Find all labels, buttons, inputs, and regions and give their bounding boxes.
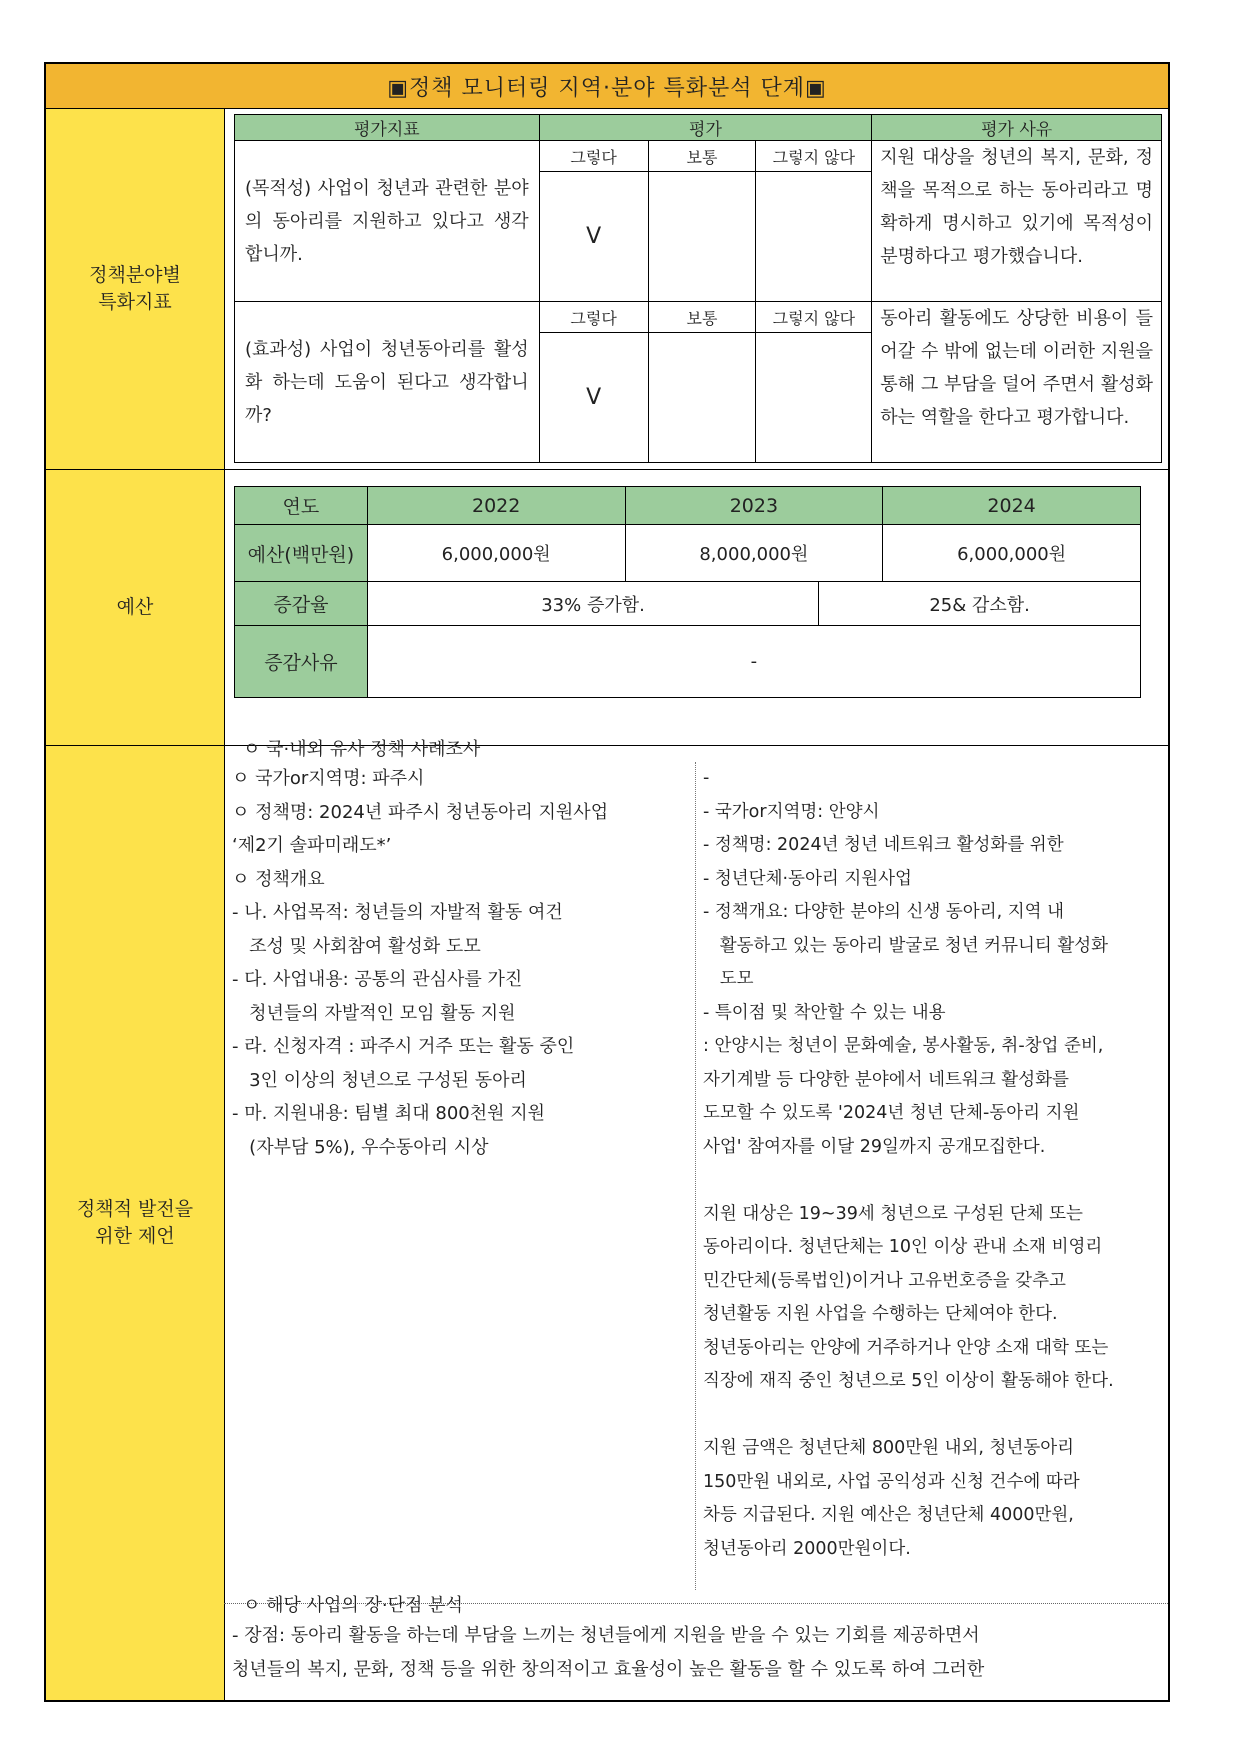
amount-label: 예산(백만원) [235,525,368,582]
text-line [703,1164,1114,1198]
text-line: - 청년단체·동아리 지원사업 [703,868,912,889]
text-line: 차등 지급된다. 지원 예산은 청년단체 4000만원, [703,1505,1074,1525]
option-yes: 그렇다 [539,302,648,333]
rate-2023: 33% 증가함. [367,582,818,626]
change-reason-value: - [367,626,1140,698]
check-mark: V [539,172,648,302]
text-line: 조성 및 사회참여 활성화 도모 [232,935,481,957]
text-line: 활동하고 있는 동아리 발굴로 청년 커뮤니티 활성화 [703,935,1109,956]
reason-purpose: 지원 대상을 청년의 복지, 문화, 정책을 목적으로 하는 동아리라고 명확하게 명시하고 있기에 목적성이 분명하다고 평가했습니다. [872,141,1162,302]
header-indicator: 평가지표 [235,115,540,141]
text-line: 3인 이상의 청년으로 구성된 동아리 [232,1069,527,1091]
text-line: 도모 [703,969,754,989]
text-line [703,1399,1114,1433]
option-no: 그렇지 않다 [756,302,872,333]
question-effectiveness: (효과성) 사업이 청년동아리를 활성화 하는데 도움이 된다고 생각합니까? [235,302,540,463]
text-line: - 국가or지역명: 안양시 [703,801,880,822]
text-line: - 장점: 동아리 활동을 하는데 부담을 느끼는 청년들에게 지원을 받을 수 있는 기회를 제공하면서 [232,1625,980,1646]
case-study-heading: ㅇ 국·내외 유사 정책 사례조사 [243,739,481,760]
text-line: ㅇ 정책개요 [232,868,325,890]
text-line: ‘제2기 솔파미래도*’ [232,835,392,856]
section-label-indicator: 정책분야별 특화지표 [46,109,225,469]
text-line: - [703,768,710,788]
rate-2024: 25& 감소함. [819,582,1141,626]
analysis-heading: ㅇ 해당 사업의 장·단점 분석 [243,1595,463,1616]
year-2023: 2023 [625,487,883,525]
section-label-budget: 예산 [46,470,225,745]
case-study-left [232,762,608,1164]
section-divider [46,469,1168,470]
text-line: 민간단체(등록법인)이거나 고유번호증을 갖추고 [703,1270,1066,1291]
amount-2023: 8,000,000원 [625,525,883,582]
amount-2024: 6,000,000원 [883,525,1141,582]
text-line: 150만원 내외로, 사업 공익성과 신청 건수에 따라 [703,1471,1080,1492]
text-line: 청년활동 지원 사업을 수행하는 단체여야 한다. [703,1304,1058,1324]
question-purpose: (목적성) 사업이 청년과 관련한 분야의 동아리를 지원하고 있다고 생각합니까. [235,141,540,302]
text-line: 자기계발 등 다양한 분야에서 네트워크 활성화를 [703,1069,1069,1090]
amount-2022: 6,000,000원 [367,525,625,582]
header-reason: 평가 사유 [872,115,1162,141]
text-line: ㅇ 정책명: 2024년 파주시 청년동아리 지원사업 [232,801,609,823]
option-no: 그렇지 않다 [756,141,872,172]
section-label-proposal: 정책적 발전을 위한 제언 [46,746,225,1700]
empty-cell [756,333,872,463]
text-line: 동아리이다. 청년단체는 10인 이상 관내 소재 비영리 [703,1237,1103,1257]
reason-effectiveness: 동아리 활동에도 상당한 비용이 들어갈 수 밖에 없는데 이러한 지원을 통해 그 부담을 덜어 주면서 활성화 하는 역할을 한다고 평가합니다. [872,302,1162,463]
text-line: 청년들의 자발적인 모임 활동 지원 [232,1002,516,1024]
empty-cell [648,172,756,302]
text-line: - 정책명: 2024년 청년 네트워크 활성화를 위한 [703,835,1064,855]
header-evaluation: 평가 [539,115,872,141]
text-line: - 라. 신청자격 : 파주시 거주 또는 활동 중인 [232,1036,575,1057]
text-line: 도모할 수 있도록 '2024년 청년 단체-동아리 지원 [703,1103,1080,1123]
text-line: - 다. 사업내용: 공통의 관심사를 가진 [232,969,523,990]
analysis-text [232,1619,984,1686]
empty-cell [648,333,756,463]
column-divider [695,762,696,1590]
text-line: - 나. 사업목적: 청년들의 자발적 활동 여건 [232,902,563,923]
rate-label: 증감율 [235,582,368,626]
option-neutral: 보통 [648,302,756,333]
text-line: - 특이점 및 착안할 수 있는 내용 [703,1002,946,1023]
text-line: 직장에 재직 중인 청년으로 5인 이상이 활동해야 한다. [703,1371,1114,1391]
year-2022: 2022 [367,487,625,525]
text-line: ㅇ 국가or지역명: 파주시 [232,768,425,789]
text-line: 지원 금액은 청년단체 800만원 내외, 청년동아리 [703,1438,1075,1458]
text-line: 청년동아리 2000만원이다. [703,1538,911,1559]
text-line: 청년들의 복지, 문화, 정책 등을 위한 창의적이고 효율성이 높은 활동을 할 수 있도록 하여 그러한 [232,1658,985,1680]
text-line: 청년동아리는 안양에 거주하거나 안양 소재 대학 또는 [703,1337,1109,1358]
case-study-right [703,762,1114,1566]
evaluation-table [234,114,1162,463]
section-divider [46,745,1168,746]
change-reason-label: 증감사유 [235,626,368,698]
check-mark: V [539,333,648,463]
year-2024: 2024 [883,487,1141,525]
option-neutral: 보통 [648,141,756,172]
text-line: 사업' 참여자를 이달 29일까지 공개모집한다. [703,1136,1046,1157]
text-line: : 안양시는 청년이 문화예술, 봉사활동, 취-창업 준비, [703,1036,1104,1056]
text-line: - 마. 지원내용: 팀별 최대 800천원 지원 [232,1103,546,1124]
text-line: 지원 대상은 19~39세 청년으로 구성된 단체 또는 [703,1203,1083,1224]
year-label: 연도 [235,487,368,525]
option-yes: 그렇다 [539,141,648,172]
text-line: - 정책개요: 다양한 분야의 신생 동아리, 지역 내 [703,902,1065,922]
page-title: ▣정책 모니터링 지역·분야 특화분석 단계▣ [46,64,1168,109]
empty-cell [756,172,872,302]
text-line: (자부담 5%), 우수동아리 시상 [232,1136,489,1158]
budget-table [234,486,1141,698]
